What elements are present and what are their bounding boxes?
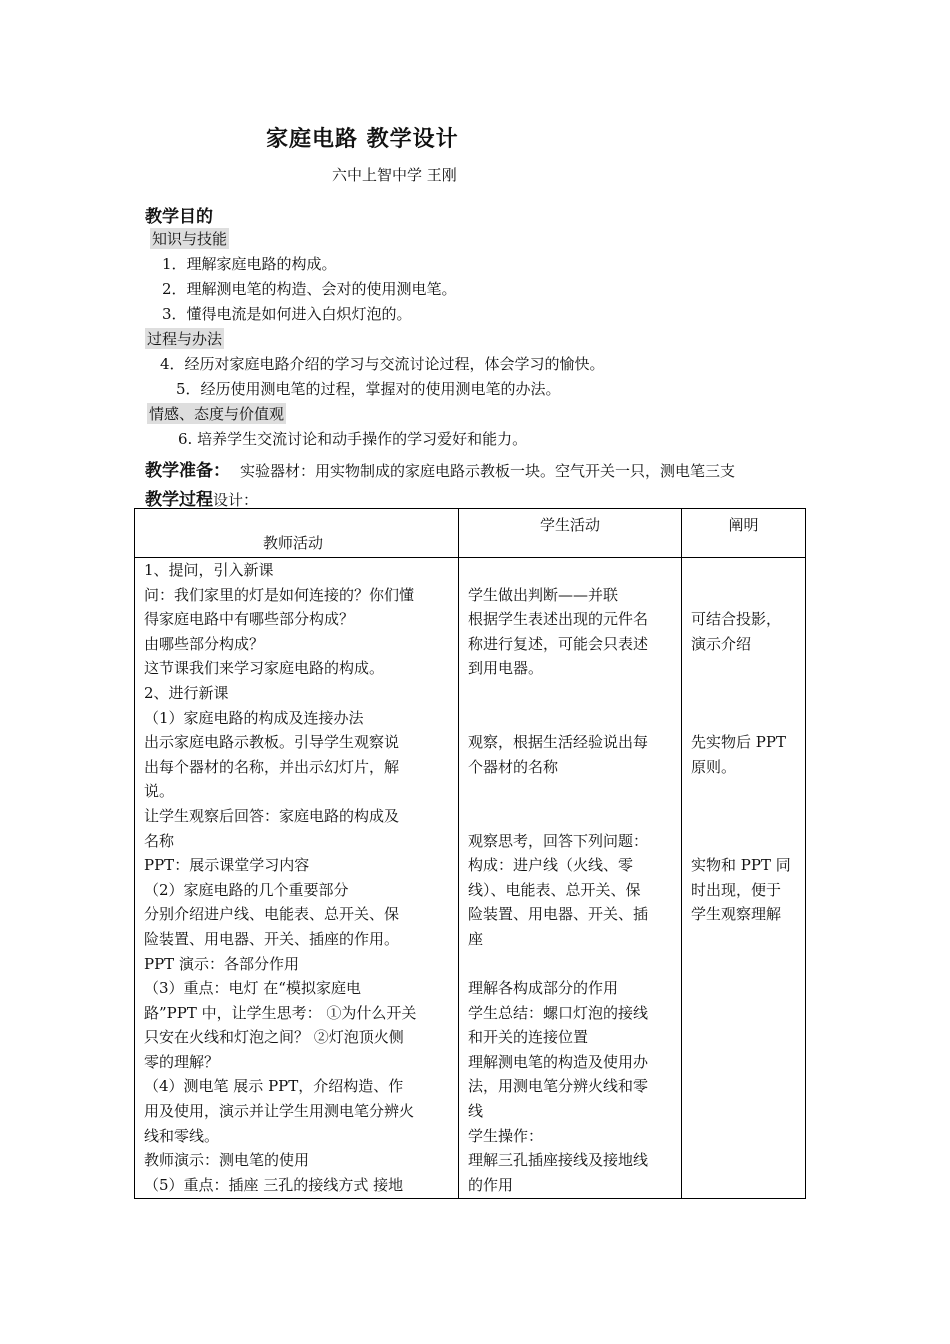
student-line: 理解测电笔的构造及使用办 — [468, 1052, 649, 1071]
teacher-line: 分别介绍进户线、电能表、总开关、保 — [144, 905, 400, 924]
process-label: 过程与办法 — [147, 330, 223, 348]
teacher-line: 路”PPT 中，让学生思考： ①为什么开关 — [144, 1003, 417, 1022]
teacher-line: 由哪些部分构成？ — [144, 634, 265, 653]
spacer — [691, 779, 796, 804]
teacher-line: PPT 演示：各部分作用 — [144, 954, 299, 973]
spacer — [468, 779, 672, 804]
notes-line: 可结合投影， — [691, 610, 782, 629]
spacer — [691, 583, 796, 608]
teacher-line: 用及使用，演示并让学生用测电笔分辨火 — [144, 1102, 415, 1121]
objective-item: 3．懂得电流是如何进入白炽灯泡的。 — [162, 305, 412, 323]
spacer — [691, 706, 796, 731]
objective-item: 2．理解测电笔的构造、会对的使用测电笔。 — [162, 280, 457, 298]
spacer — [691, 829, 796, 854]
student-line: 学生做出判断——并联 — [468, 585, 619, 604]
teacher-activity-cell — [135, 558, 459, 1199]
teacher-line: 2、进行新课 — [144, 683, 229, 702]
author-line: 六中上智中学 王刚 — [332, 166, 457, 184]
spacer — [468, 952, 672, 977]
student-line: 到用电器。 — [468, 659, 544, 678]
teacher-line: 出示家庭电路示教板。引导学生观察说 — [144, 733, 400, 752]
lesson-table — [134, 508, 806, 1199]
preparation-label: 教学准备： — [145, 461, 230, 481]
notes-line: 时出现，便于 — [691, 880, 782, 899]
objective-item: 6. 培养学生交流讨论和动手操作的学习爱好和能力。 — [178, 430, 528, 448]
student-line: 法，用测电笔分辨火线和零 — [468, 1077, 649, 1096]
student-activity-cell — [459, 558, 682, 1199]
teacher-line: 问：我们家里的灯是如何连接的？你们懂 — [144, 585, 415, 604]
student-line: 学生总结：螺口灯泡的接线 — [468, 1003, 649, 1022]
process-design-line — [145, 485, 258, 510]
teacher-line: 让学生观察后回答：家庭电路的构成及 — [144, 806, 400, 825]
spacer — [468, 681, 672, 706]
student-line: 理解三孔插座接线及接地线 — [468, 1151, 649, 1170]
student-line: 构成：进户线（火线、零 — [468, 856, 634, 875]
student-line: 个器材的名称 — [468, 757, 559, 776]
objective-item: 1．理解家庭电路的构成。 — [162, 255, 337, 273]
teacher-line: PPT：展示课堂学习内容 — [144, 856, 310, 875]
header-student: 学生活动 — [459, 509, 682, 558]
preparation-line — [145, 456, 735, 481]
teacher-line: 只安在火线和灯泡之间？ ②灯泡顶火侧 — [144, 1028, 404, 1047]
teacher-line: （2）家庭电路的几个重要部分 — [144, 880, 349, 899]
teacher-line: （3）重点：电灯 在“模拟家庭电 — [144, 979, 361, 998]
table-header-row — [135, 509, 806, 558]
preparation-text: 实验器材：用实物制成的家庭电路示教板一块。空气开关一只，测电笔三支 — [240, 462, 736, 480]
spacer — [691, 804, 796, 829]
objective-item: 4．经历对家庭电路介绍的学习与交流讨论过程，体会学习的愉快。 — [160, 355, 605, 373]
notes-cell — [682, 558, 806, 1199]
notes-line: 先实物后 PPT — [691, 733, 786, 752]
student-line: 线 — [468, 1102, 484, 1121]
notes-line: 原则。 — [691, 757, 737, 776]
teacher-line: 这节课我们来学习家庭电路的构成。 — [144, 659, 385, 678]
process-design-label: 教学过程 — [145, 490, 213, 510]
notes-line: 实物和 PPT 同 — [691, 856, 791, 875]
student-line: 和开关的连接位置 — [468, 1028, 589, 1047]
student-line: 线）、电能表、总开关、保 — [468, 880, 641, 899]
knowledge-label: 知识与技能 — [152, 230, 228, 248]
teacher-line: 名称 — [144, 831, 175, 850]
table-row — [135, 558, 806, 1199]
teacher-line: （5）重点：插座 三孔的接线方式 接地 — [144, 1175, 404, 1194]
objective-item: 5．经历使用测电笔的过程，掌握对的使用测电笔的办法。 — [176, 380, 561, 398]
teacher-line: 出每个器材的名称，并出示幻灯片，解 — [144, 757, 400, 776]
header-notes: 阐明 — [682, 509, 806, 558]
student-line: 观察，根据生活经验说出每 — [468, 733, 649, 752]
teacher-line: 教师演示：测电笔的使用 — [144, 1151, 310, 1170]
teacher-line: 说。 — [144, 782, 175, 801]
spacer — [691, 681, 796, 706]
teacher-line: 线和零线。 — [144, 1126, 220, 1145]
student-line: 称进行复述，可能会只表述 — [468, 634, 649, 653]
teacher-line: （1）家庭电路的构成及连接办法 — [144, 708, 364, 727]
teacher-line: 得家庭电路中有哪些部分构成？ — [144, 610, 355, 629]
teacher-line: 1、提问，引入新课 — [144, 561, 274, 579]
teacher-line: 险装置、用电器、开关、插座的作用。 — [144, 929, 400, 948]
process-design-suffix: 设计： — [213, 491, 259, 509]
spacer — [468, 706, 672, 731]
student-line — [468, 558, 672, 583]
objectives-heading: 教学目的 — [145, 207, 213, 227]
notes-line: 学生观察理解 — [691, 905, 782, 924]
student-line: 学生操作： — [468, 1126, 544, 1145]
student-line: 的作用 — [468, 1175, 514, 1194]
header-teacher: 教师活动 — [135, 509, 459, 558]
student-line: 观察思考，回答下列问题： — [468, 831, 649, 850]
spacer — [691, 558, 796, 583]
student-line: 险装置、用电器、开关、插 — [468, 905, 649, 924]
document-title: 家庭电路 教学设计 — [266, 126, 459, 152]
student-line: 根据学生表述出现的元件名 — [468, 610, 649, 629]
spacer — [468, 804, 672, 829]
teacher-line: 零的理解？ — [144, 1052, 220, 1071]
student-line: 座 — [468, 929, 484, 948]
student-line: 理解各构成部分的作用 — [468, 979, 619, 998]
emotion-label: 情感、态度与价值观 — [149, 405, 285, 423]
spacer — [691, 656, 796, 681]
notes-line: 演示介绍 — [691, 634, 752, 653]
teacher-line: （4）测电笔 展示 PPT，介绍构造、作 — [144, 1077, 404, 1096]
